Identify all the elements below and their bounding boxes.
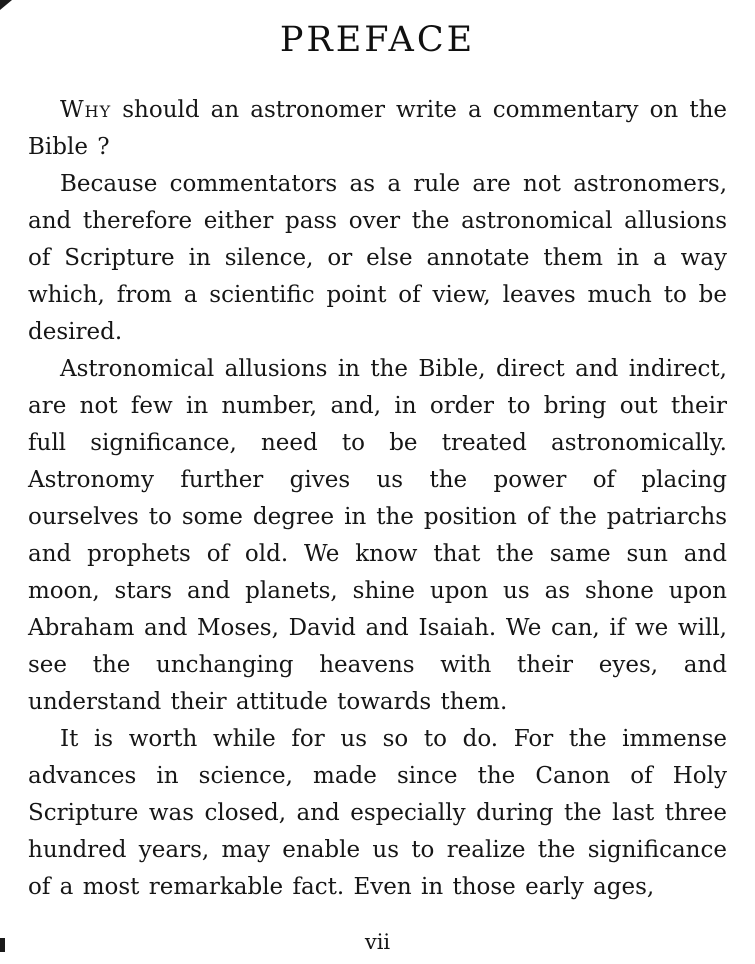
paragraph: Because commentators as a rule are not astronomers, and therefore either pass over the astronomical allusions of Scripture in silence, or else annotate them in a way which, from a scientific point of view, leaves much to be desired.: [28, 171, 727, 345]
page-number: vii: [364, 930, 391, 954]
paragraph: [28, 92, 727, 166]
scan-artifact-icon: [0, 0, 12, 10]
paragraph: Astronomical allusions in the Bible, direct and indirect, are not few in number, and, in order to bring out their full significance, need to be treated astronomically. Astronomy further gives us the power of placing ourselves to some degree in the position of the patriarchs and prophets of old. We know that the same sun and moon, stars and planets, shine upon us as shone upon Abraham and Moses, David and Isaiah. We can, if we will, see the unchanging heavens with their eyes, and understand their attitude towards them.: [28, 356, 727, 715]
paragraph-text: should an astronomer write a commentary on the Bible ?: [28, 97, 727, 160]
preface-body: [28, 92, 727, 906]
lead-word: Why: [60, 97, 112, 123]
scan-artifact-icon: [0, 938, 5, 952]
paragraph: It is worth while for us so to do. For the immense advances in science, made since the Canon of Holy Scripture was closed, and especially during the last three hundred years, may enable us to realize the significance of a most remarkable fact. Even in those early ages,: [28, 726, 727, 900]
page-title: PREFACE: [279, 20, 476, 60]
